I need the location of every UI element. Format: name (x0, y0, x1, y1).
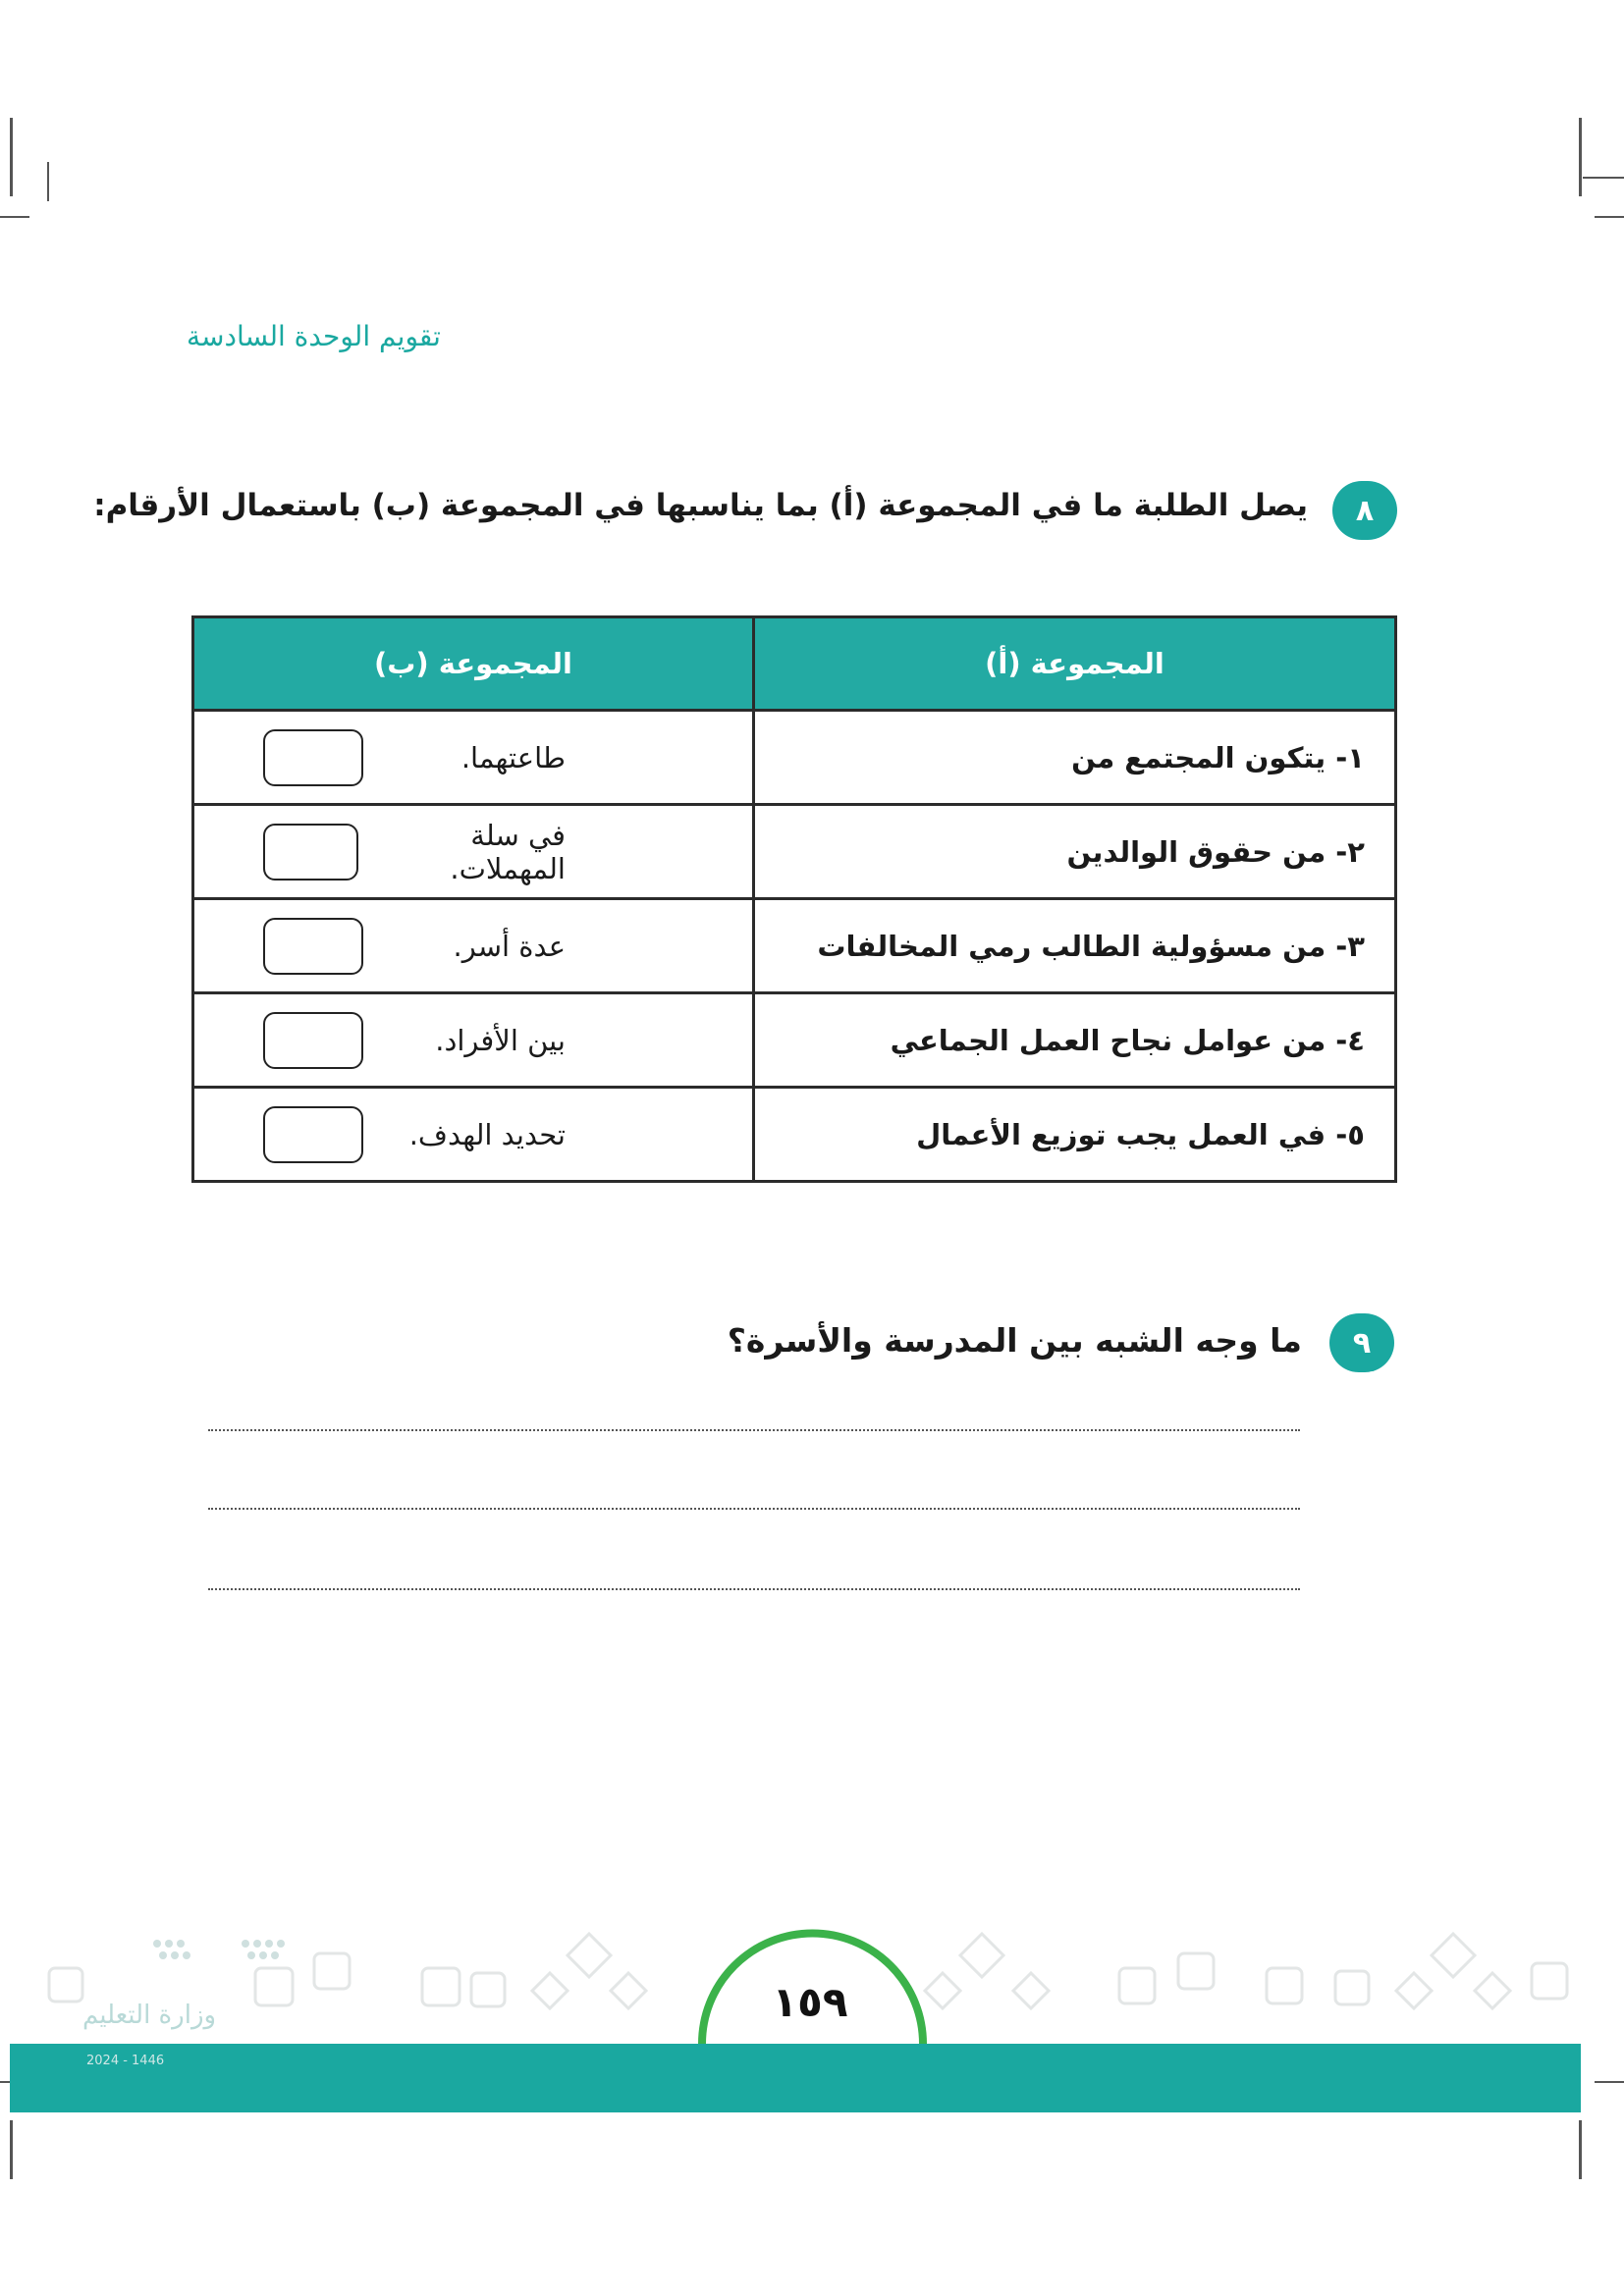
crop-mark (0, 216, 29, 218)
crop-mark (1595, 2081, 1624, 2083)
ministry-year: 2024 - 1446 (86, 2054, 165, 2068)
question-8-badge: ٨ (1332, 481, 1397, 540)
crop-mark (47, 162, 49, 201)
answer-box[interactable] (263, 1106, 363, 1163)
question-8-text: يصل الطلبة ما في المجموعة (أ) بما يناسبها في المجموعة (ب) باستعمال الأرقام: (93, 488, 1308, 523)
crop-mark (10, 2120, 13, 2179)
table-row (193, 993, 1396, 1088)
table-row (193, 899, 1396, 993)
group-a-item: ١- يتكون المجتمع من (754, 711, 1396, 805)
crop-mark (1583, 177, 1624, 179)
table-row (193, 805, 1396, 899)
group-a-item: ٥- في العمل يجب توزيع الأعمال (754, 1088, 1396, 1182)
crop-mark (10, 118, 13, 196)
group-a-item: ٣- من مسؤولية الطالب رمي المخالفات (754, 899, 1396, 993)
question-9-text: ما وجه الشبه بين المدرسة والأسرة؟ (727, 1321, 1302, 1360)
question-9-badge: ٩ (1329, 1313, 1394, 1372)
answer-box[interactable] (263, 918, 363, 975)
unit-title: تقويم الوحدة السادسة (187, 320, 441, 352)
table-row (193, 711, 1396, 805)
answer-box[interactable] (263, 729, 363, 786)
group-b-item: في سلة المهملات. (450, 818, 566, 885)
group-b-item: تحديد الهدف. (408, 1117, 566, 1151)
answer-box[interactable] (263, 1012, 363, 1069)
header-group-b: المجموعة (ب) (193, 617, 754, 711)
group-b-item: طاعتهما. (460, 740, 566, 774)
crop-mark (1595, 216, 1624, 218)
matching-table (191, 615, 1397, 1183)
table-row (193, 1088, 1396, 1182)
crop-mark (1579, 118, 1582, 196)
group-b-item: عدة أسر. (453, 929, 566, 963)
answer-box[interactable] (263, 824, 358, 881)
group-a-item: ٢- من حقوق الوالدين (754, 805, 1396, 899)
footer-band (10, 2044, 1581, 2112)
crop-mark (1579, 2120, 1582, 2179)
group-a-item: ٤- من عوامل نجاح العمل الجماعي (754, 993, 1396, 1088)
answer-line[interactable] (208, 1429, 1300, 1431)
page-number: ١٥٩ (772, 1978, 848, 2026)
answer-line[interactable] (208, 1508, 1300, 1510)
answer-line[interactable] (208, 1588, 1300, 1590)
ministry-logo-text: وزارة التعليم (82, 2001, 217, 2030)
group-b-item: بين الأفراد. (435, 1023, 566, 1057)
header-group-a: المجموعة (أ) (754, 617, 1396, 711)
